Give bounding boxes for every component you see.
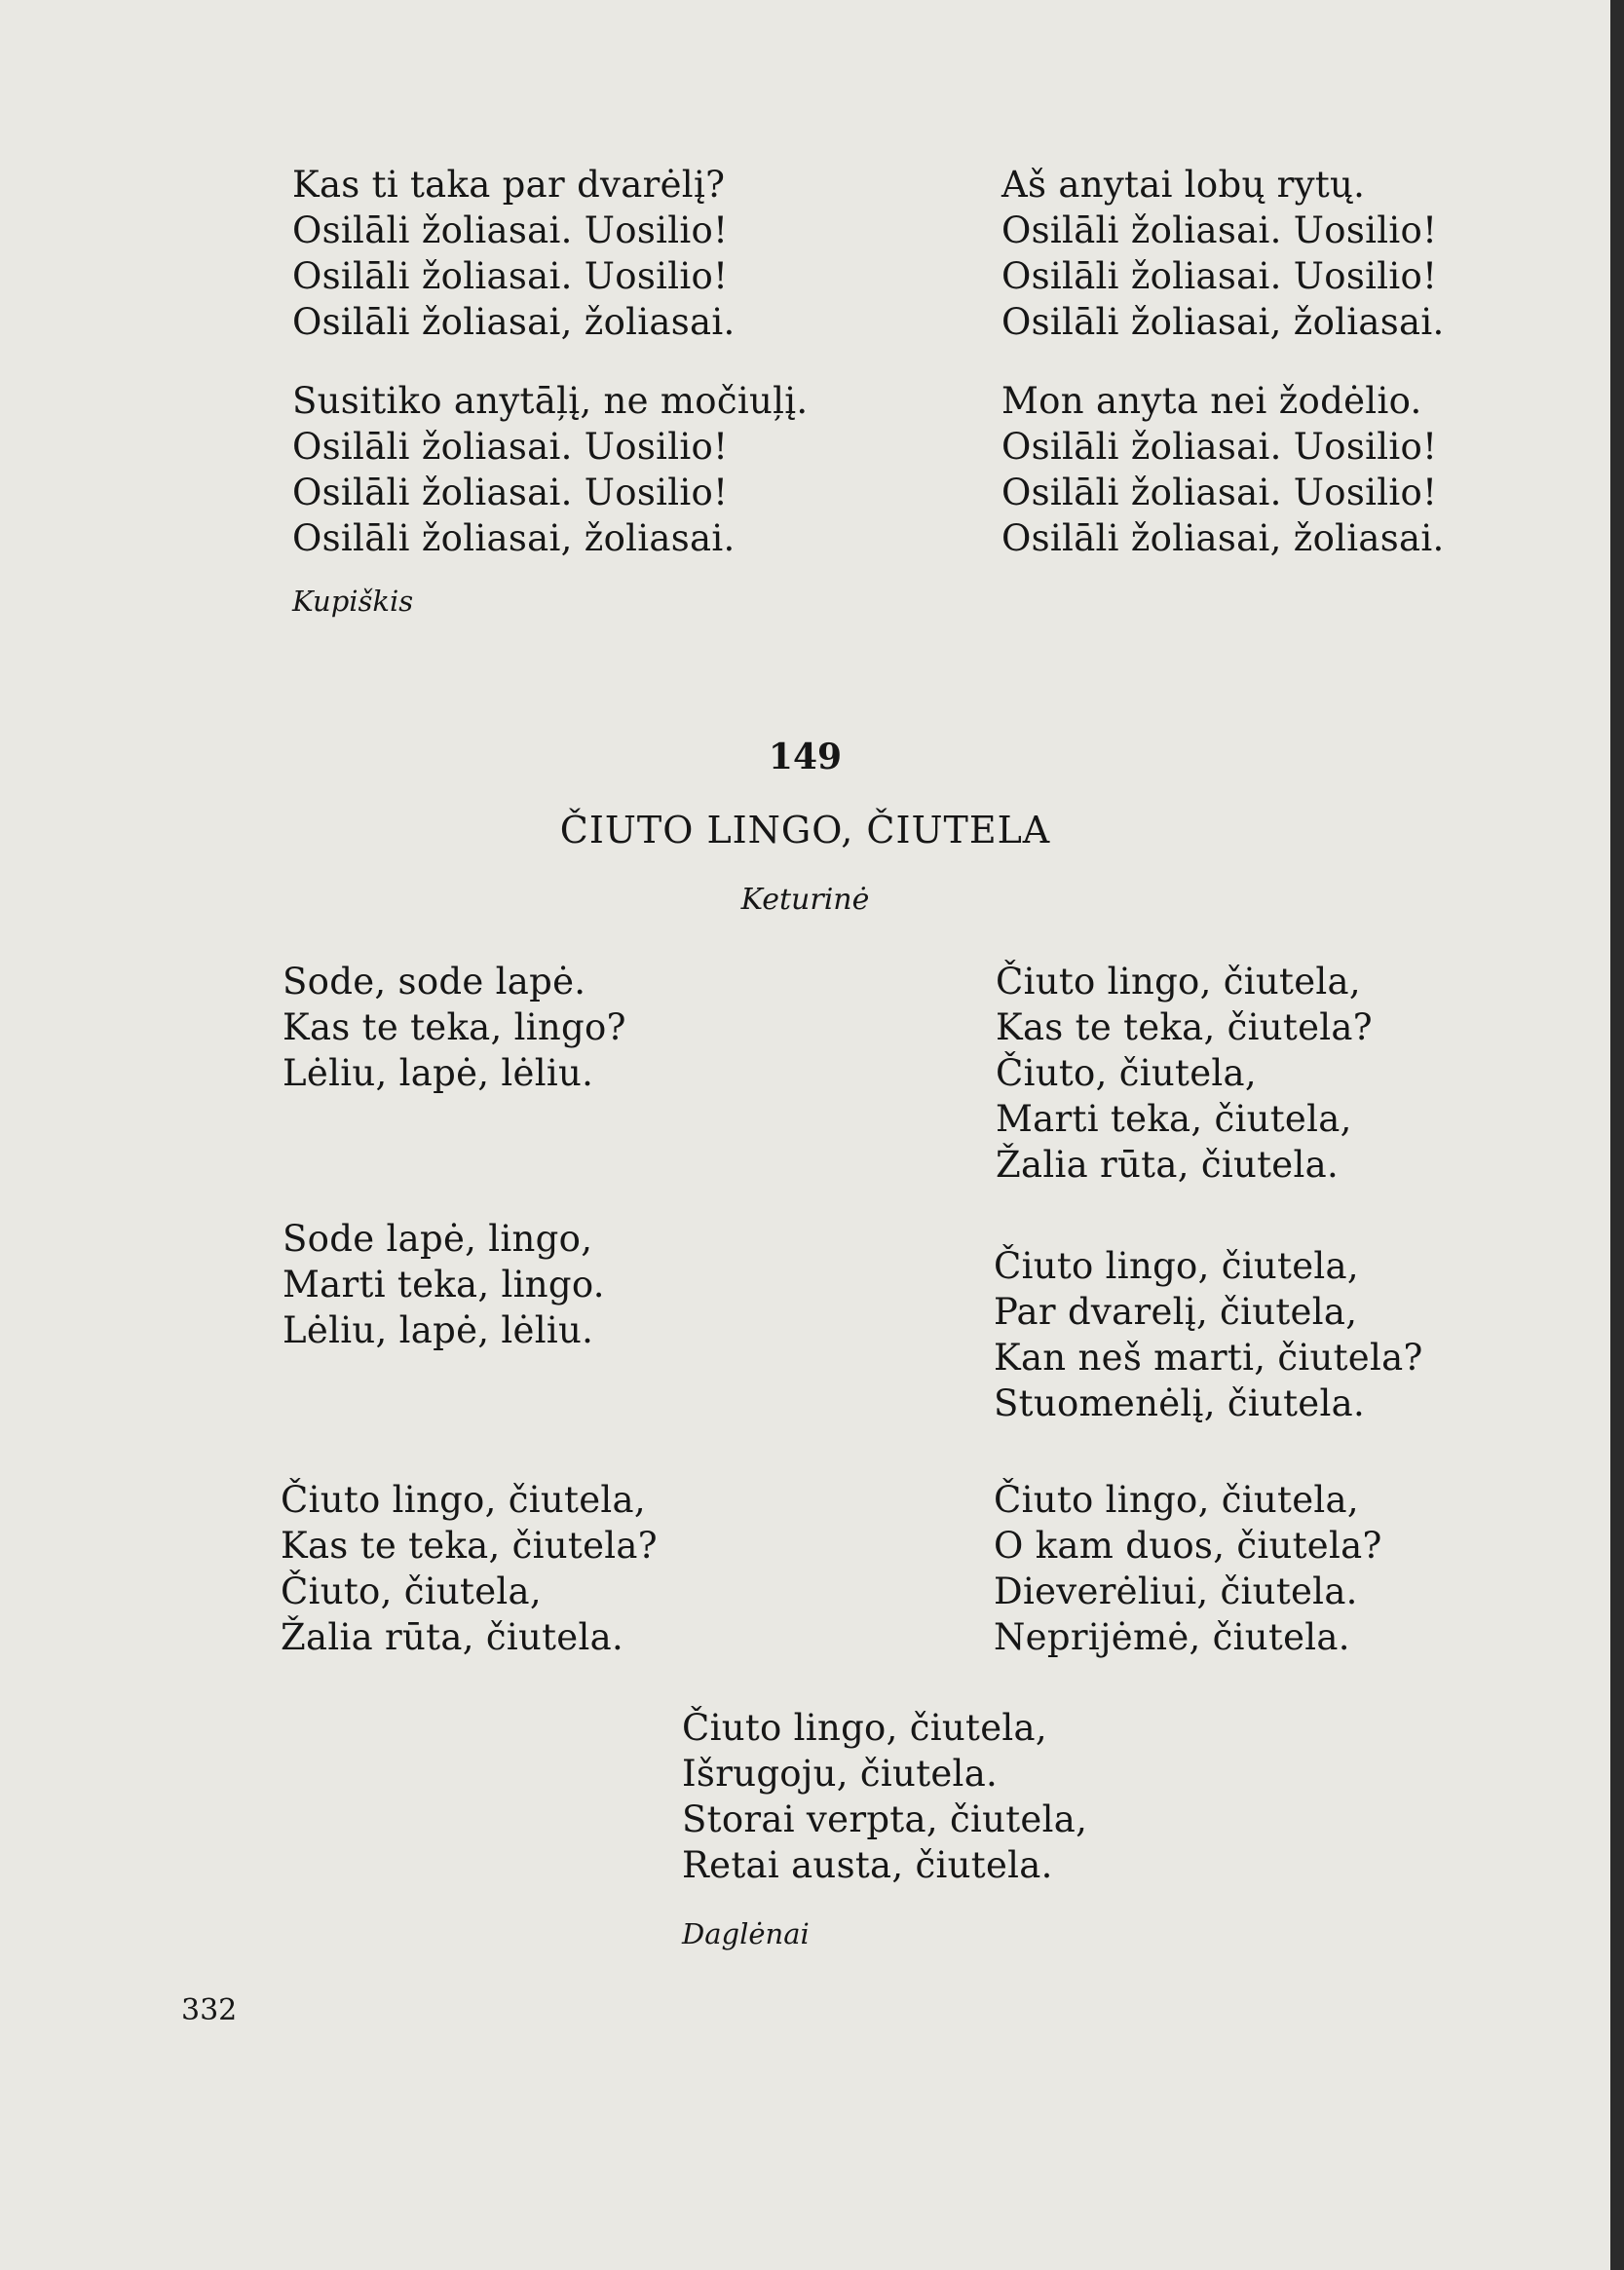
verse-line: Čiuto, čiutela, — [996, 1052, 1257, 1094]
verse-line: Osilāli žoliasai, žoliasai. — [292, 301, 736, 343]
verse-line: Žalia rūta, čiutela. — [281, 1616, 624, 1658]
song-title: ČIUTO LINGO, ČIUTELA — [559, 809, 1051, 851]
right-stanza-1 — [996, 959, 1373, 1188]
verse-line: Čiuto lingo, čiutela, — [996, 961, 1361, 1003]
prev-song-place: Kupiškis — [292, 585, 414, 618]
prev-left-stanza-1 — [292, 162, 736, 345]
right-stanza-3 — [994, 1477, 1382, 1660]
prev-right-stanza-1 — [1001, 162, 1445, 345]
verse-line: Čiuto lingo, čiutela, — [994, 1245, 1359, 1287]
verse-line: Aš anytai lobų rytų. — [1001, 164, 1366, 206]
verse-line: Kan neš marti, čiutela? — [994, 1337, 1423, 1379]
verse-line: Čiuto lingo, čiutela, — [281, 1479, 646, 1521]
verse-line: Marti teka, čiutela, — [996, 1098, 1352, 1140]
verse-line: Sode, sode lapė. — [283, 961, 586, 1003]
verse-line: Susitiko anytāļį, ne močiuļį. — [292, 380, 809, 422]
verse-line: Čiuto, čiutela, — [281, 1570, 542, 1612]
verse-line: Osilāli žoliasai. Uosilio! — [292, 426, 729, 468]
verse-line: Sode lapė, lingo, — [283, 1218, 593, 1260]
verse-line: Neprijėmė, čiutela. — [994, 1616, 1350, 1658]
left-stanza-1 — [283, 959, 626, 1096]
prev-right-stanza-2 — [1001, 378, 1445, 561]
right-stanza-2 — [994, 1243, 1423, 1426]
verse-line: Osilāli žoliasai. Uosilio! — [1001, 426, 1438, 468]
verse-line: Storai verpta, čiutela, — [682, 1798, 1088, 1840]
verse-line: Kas ti taka par dvarėlį? — [292, 164, 726, 206]
verse-line: Lėliu, lapė, lėliu. — [283, 1309, 594, 1351]
verse-line: Par dvarelį, čiutela, — [994, 1291, 1358, 1333]
verse-line: Kas te teka, lingo? — [283, 1006, 626, 1048]
verse-line: Retai austa, čiutela. — [682, 1844, 1053, 1886]
verse-line: Kas te teka, čiutela? — [281, 1525, 658, 1567]
page-number: 332 — [181, 1993, 238, 2027]
verse-line: O kam duos, čiutela? — [994, 1525, 1382, 1567]
verse-line: Dieverėliui, čiutela. — [994, 1570, 1358, 1612]
verse-line: Stuomenėlį, čiutela. — [994, 1382, 1366, 1424]
verse-line: Osilāli žoliasai. Uosilio! — [1001, 472, 1438, 513]
song-place: Daglėnai — [682, 1917, 810, 1950]
left-stanza-3 — [281, 1477, 658, 1660]
verse-line: Osilāli žoliasai. Uosilio! — [292, 255, 729, 297]
verse-line: Čiuto lingo, čiutela, — [682, 1707, 1047, 1749]
verse-line: Osilāli žoliasai. Uosilio! — [292, 472, 729, 513]
verse-line: Mon anyta nei žodėlio. — [1001, 380, 1422, 422]
verse-line: Žalia rūta, čiutela. — [996, 1144, 1340, 1186]
verse-line: Kas te teka, čiutela? — [996, 1006, 1373, 1048]
verse-line: Osilāli žoliasai. Uosilio! — [1001, 209, 1438, 251]
verse-line: Osilāli žoliasai. Uosilio! — [292, 209, 729, 251]
verse-line: Lėliu, lapė, lėliu. — [283, 1052, 594, 1094]
verse-line: Osilāli žoliasai, žoliasai. — [1001, 301, 1445, 343]
song-number: 149 — [768, 737, 843, 777]
verse-line: Osilāli žoliasai, žoliasai. — [292, 517, 736, 559]
verse-line: Čiuto lingo, čiutela, — [994, 1479, 1359, 1521]
prev-left-stanza-2 — [292, 378, 808, 561]
verse-line: Išrugoju, čiutela. — [682, 1753, 999, 1795]
center-stanza — [682, 1705, 1087, 1888]
page-edge — [1610, 0, 1624, 2270]
verse-line: Marti teka, lingo. — [283, 1264, 605, 1305]
verse-line: Osilāli žoliasai. Uosilio! — [1001, 255, 1438, 297]
verse-line: Osilāli žoliasai, žoliasai. — [1001, 517, 1445, 559]
song-meter: Keturinė — [740, 883, 870, 917]
left-stanza-2 — [283, 1216, 605, 1353]
